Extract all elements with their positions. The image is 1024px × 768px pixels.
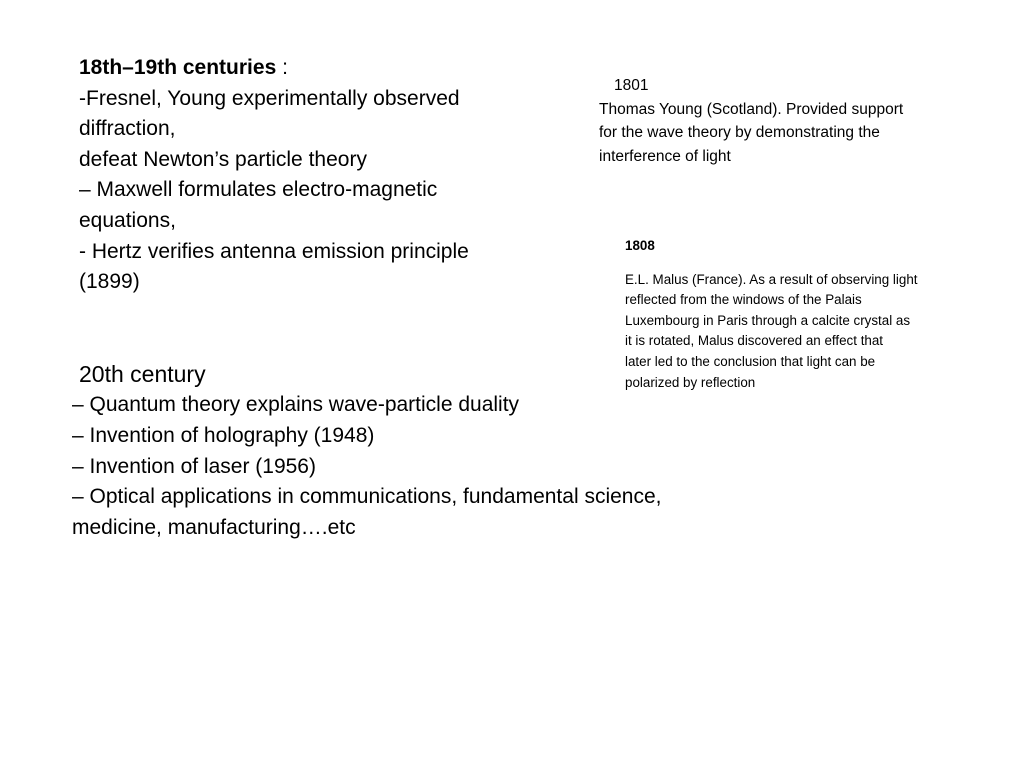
modern-history-line: – Invention of laser (1956) <box>72 454 316 478</box>
early-history-line: (1899) <box>79 270 140 294</box>
note-1801-line: interference of light <box>599 147 731 165</box>
modern-history-section <box>72 358 661 544</box>
modern-history-title: 20th century <box>79 361 206 387</box>
note-1808-line: polarized by reflection <box>625 374 756 390</box>
early-history-line: – Maxwell formulates electro-magnetic <box>79 178 438 202</box>
early-history-line: -Fresnel, Young experimentally observed <box>79 86 460 110</box>
note-1801 <box>599 74 903 168</box>
note-1808-line: Luxembourg in Paris through a calcite crystal as <box>625 312 911 328</box>
modern-history-line: medicine, manufacturing….etc <box>72 516 356 540</box>
modern-history-line: – Quantum theory explains wave-particle duality <box>72 393 520 416</box>
early-history-line: defeat Newton’s particle theory <box>79 147 367 171</box>
early-history-line: equations, <box>79 208 176 232</box>
early-history-section <box>79 53 469 298</box>
note-1808-line: later led to the conclusion that light can be <box>625 353 876 369</box>
modern-history-line: – Invention of holography (1948) <box>72 423 375 447</box>
note-1808-line: it is rotated, Malus discovered an effect that <box>625 333 884 349</box>
note-1801-line: Thomas Young (Scotland). Provided support <box>599 100 904 118</box>
note-1801-line: for the wave theory by demonstrating the <box>599 124 880 142</box>
note-1801-year: 1801 <box>614 77 649 94</box>
note-1808-line: E.L. Malus (France). As a result of observing light <box>625 271 918 287</box>
early-history-heading-text: 18th–19th centuries <box>79 56 277 79</box>
early-history-line: - Hertz verifies antenna emission principle <box>79 239 469 263</box>
modern-history-line: – Optical applications in communications, fundamental science, <box>72 485 662 509</box>
early-history-line: diffraction, <box>79 117 176 141</box>
early-history-heading-colon: : <box>276 56 288 79</box>
note-1808-line: reflected from the windows of the Palais <box>625 292 862 308</box>
note-1808 <box>625 236 918 393</box>
note-1808-year: 1808 <box>625 238 655 253</box>
early-history-heading <box>79 53 469 84</box>
